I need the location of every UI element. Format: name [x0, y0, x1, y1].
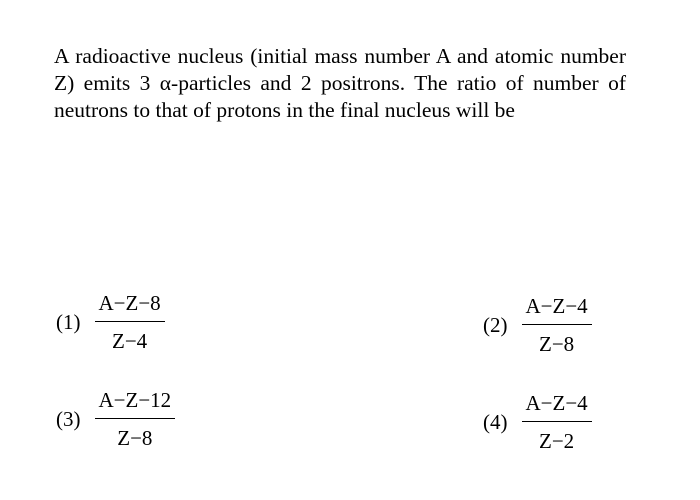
- fraction-denominator: Z−2: [539, 429, 575, 453]
- fraction-numerator: A−Z−12: [98, 388, 172, 412]
- option-1[interactable]: [56, 293, 165, 352]
- fraction-denominator: Z−4: [112, 329, 148, 353]
- option-number: (3): [56, 407, 81, 431]
- option-fraction: [95, 293, 165, 352]
- option-number: (4): [483, 410, 508, 434]
- option-4[interactable]: [483, 393, 592, 452]
- option-number: (2): [483, 313, 508, 337]
- option-number: (1): [56, 310, 81, 334]
- fraction-numerator: A−Z−4: [525, 391, 588, 415]
- option-fraction: [522, 296, 592, 355]
- fraction-numerator: A−Z−4: [525, 294, 588, 318]
- option-3[interactable]: [56, 390, 175, 449]
- fraction-numerator: A−Z−8: [98, 291, 161, 315]
- option-2[interactable]: [483, 296, 592, 355]
- option-fraction: [95, 390, 176, 449]
- option-fraction: [522, 393, 592, 452]
- question-text: A radioactive nucleus (initial mass number A and atomic number Z) emits 3 α-particles and 2 positrons. The ratio of number of neutrons to that of protons in the final nucleus will be: [54, 44, 626, 122]
- fraction-denominator: Z−8: [539, 332, 575, 356]
- fraction-denominator: Z−8: [117, 426, 153, 450]
